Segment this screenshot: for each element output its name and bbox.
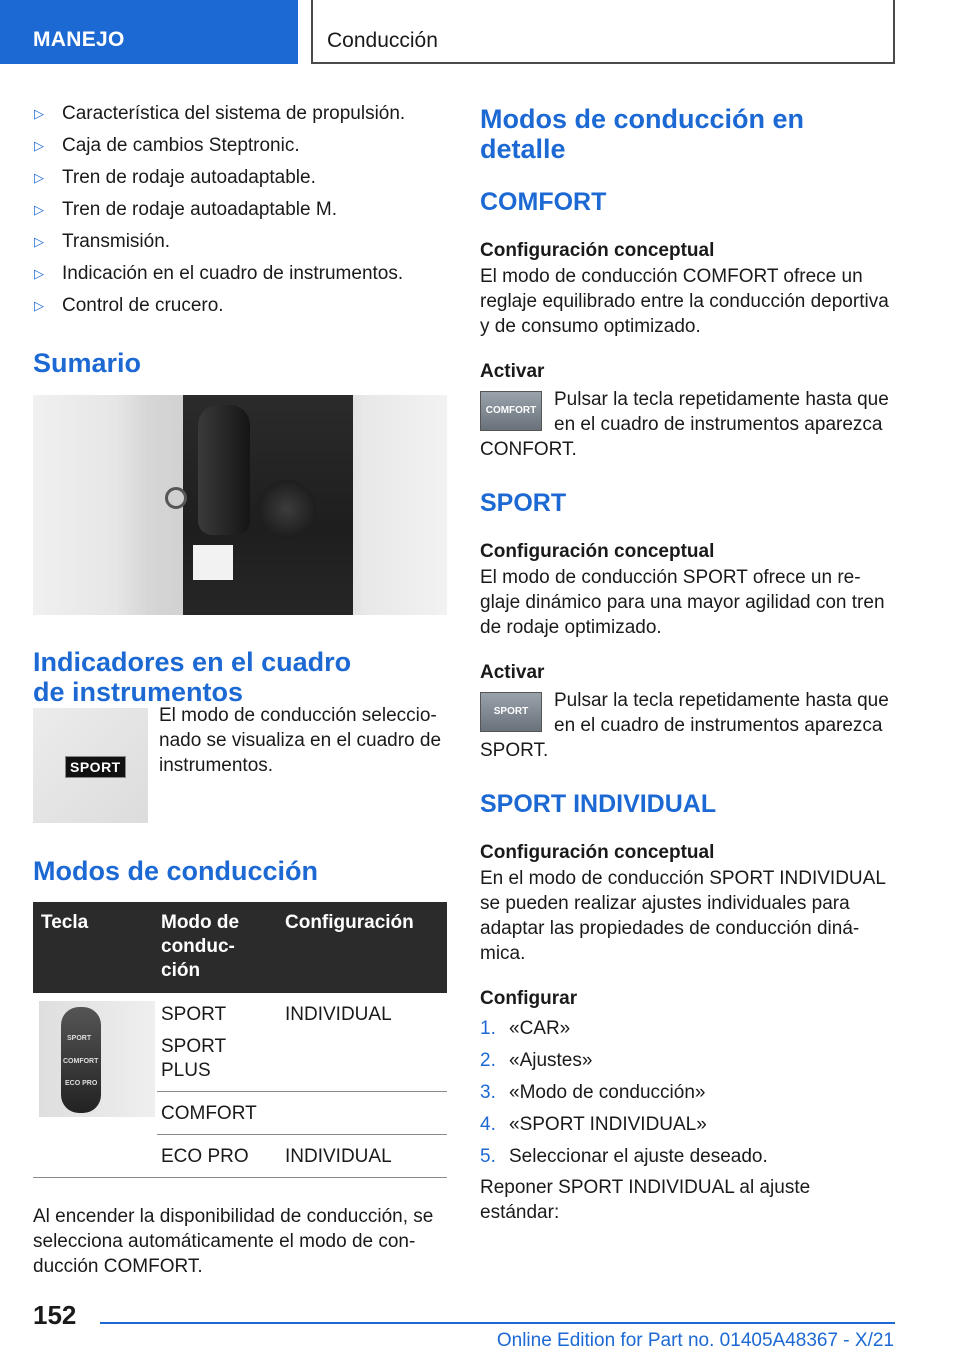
col-header-modo: Modo de conduc- ción	[157, 902, 281, 993]
controller-dial	[258, 480, 316, 538]
triangle-right-icon: ▷	[34, 170, 44, 185]
right-column	[480, 98, 894, 1225]
list-item: 2. «Ajustes»	[480, 1050, 593, 1071]
bullet-list	[33, 98, 447, 322]
table-row	[33, 993, 447, 1092]
config-cell	[281, 1092, 447, 1135]
config-cell: INDIVIDUAL	[281, 993, 447, 1092]
col-header-configuracion: Configuración	[281, 902, 447, 993]
triangle-right-icon: ▷	[34, 202, 44, 217]
section-tab	[0, 0, 298, 64]
footer-edition[interactable]: Online Edition for Part no. 01405A48367 - X/21	[496, 1330, 894, 1351]
individual-reset-text: Reponer SPORT INDIVIDUAL al ajuste estándar:	[480, 1177, 811, 1223]
chapter-title: Conducción	[327, 29, 438, 52]
individual-concept-text: En el modo de conducción SPORT INDIVIDUAL se pueden realizar ajustes individuales para adaptar las propiedades de conducción diná- mica.	[480, 868, 886, 964]
cluster-display-image	[33, 708, 148, 823]
col-header-tecla: Tecla	[33, 902, 157, 993]
indicadores-text: El modo de conducción seleccio- nado se visualiza en el cuadro de instrumentos.	[159, 705, 442, 776]
comfort-key-image[interactable]: COMFORT	[480, 391, 542, 431]
sport-key-image[interactable]: SPORT	[480, 692, 542, 732]
mode-cell: COMFORT	[157, 1092, 281, 1135]
individual-config-heading: Configurar	[480, 988, 578, 1009]
mode-buttons-image: SPORT COMFORT ECO PRO	[39, 1001, 155, 1117]
gear-lever	[198, 405, 250, 535]
sport-badge: SPORT	[65, 756, 126, 778]
indicadores-heading: Indicadores en el cuadro de instrumentos	[33, 647, 352, 707]
footer-divider	[100, 1322, 895, 1324]
comfort-activate-heading: Activar	[480, 361, 545, 382]
mode-cell: SPORT SPORT PLUS	[157, 993, 281, 1092]
triangle-right-icon: ▷	[34, 234, 44, 249]
list-item: 1. «CAR»	[480, 1018, 571, 1039]
left-column	[33, 98, 447, 1279]
chapter-header	[311, 0, 895, 64]
individual-heading: SPORT INDIVIDUAL	[480, 790, 717, 818]
list-item: 5. Seleccionar el ajuste deseado.	[480, 1146, 768, 1167]
list-item: 3. «Modo de conducción»	[480, 1082, 706, 1103]
sport-heading: SPORT	[480, 489, 567, 517]
triangle-right-icon: ▷	[34, 266, 44, 281]
modos-note: Al encender la disponibilidad de conducción, se selecciona automáticamente el modo de con- ducción COMFORT.	[33, 1206, 434, 1277]
individual-concept-heading: Configuración conceptual	[480, 842, 715, 863]
sport-concept-text: El modo de conducción SPORT ofrece un re- glaje dinámico para una mayor agilidad con tren de rodaje optimizado.	[480, 567, 885, 638]
bullet-item[interactable]: ▷ Tren de rodaje autoadaptable M.	[33, 194, 447, 226]
comfort-concept-text: El modo de conducción COMFORT ofrece un reglaje equilibrado entre la conducción deportiva y de consumo optimizado.	[480, 266, 889, 337]
triangle-right-icon: ▷	[34, 138, 44, 153]
section-title: MANEJO	[33, 28, 125, 51]
mode-cell: ECO PRO	[157, 1135, 281, 1178]
comfort-concept-heading: Configuración conceptual	[480, 240, 715, 261]
config-steps	[480, 1013, 894, 1173]
triangle-right-icon: ▷	[34, 106, 44, 121]
page-number: 152	[33, 1300, 77, 1330]
console-photo	[33, 395, 447, 615]
comfort-heading: COMFORT	[480, 188, 607, 216]
bullet-item[interactable]: ▷ Tren de rodaje autoadaptable.	[33, 162, 447, 194]
comfort-activate-block: COMFORT Pulsar la tecla repetidamente hasta que en el cuadro de instrumentos aparezca CONFORT.	[480, 389, 889, 460]
sport-activate-block: SPORT Pulsar la tecla repetidamente hasta que en el cuadro de instrumentos aparezca SPORT.	[480, 690, 889, 761]
bullet-item[interactable]: ▷ Transmisión.	[33, 226, 447, 258]
sport-concept-heading: Configuración conceptual	[480, 541, 715, 562]
config-cell: INDIVIDUAL	[281, 1135, 447, 1178]
sumario-heading: Sumario	[33, 348, 142, 378]
bullet-item[interactable]: ▷ Característica del sistema de propulsión.	[33, 98, 447, 130]
sport-activate-heading: Activar	[480, 662, 545, 683]
bullet-item[interactable]: ▷ Indicación en el cuadro de instrumentos.	[33, 258, 447, 290]
bullet-item[interactable]: ▷ Caja de cambios Steptronic.	[33, 130, 447, 162]
modos-heading: Modos de conducción	[33, 856, 319, 886]
list-item: 4. «SPORT INDIVIDUAL»	[480, 1114, 707, 1135]
modes-table	[33, 902, 447, 1178]
triangle-right-icon: ▷	[34, 298, 44, 313]
detalle-heading: Modos de conducción en detalle	[480, 104, 805, 164]
bullet-item[interactable]: ▷ Control de crucero.	[33, 290, 447, 322]
tecla-cell	[33, 993, 157, 1178]
indicadores-block	[33, 705, 447, 823]
